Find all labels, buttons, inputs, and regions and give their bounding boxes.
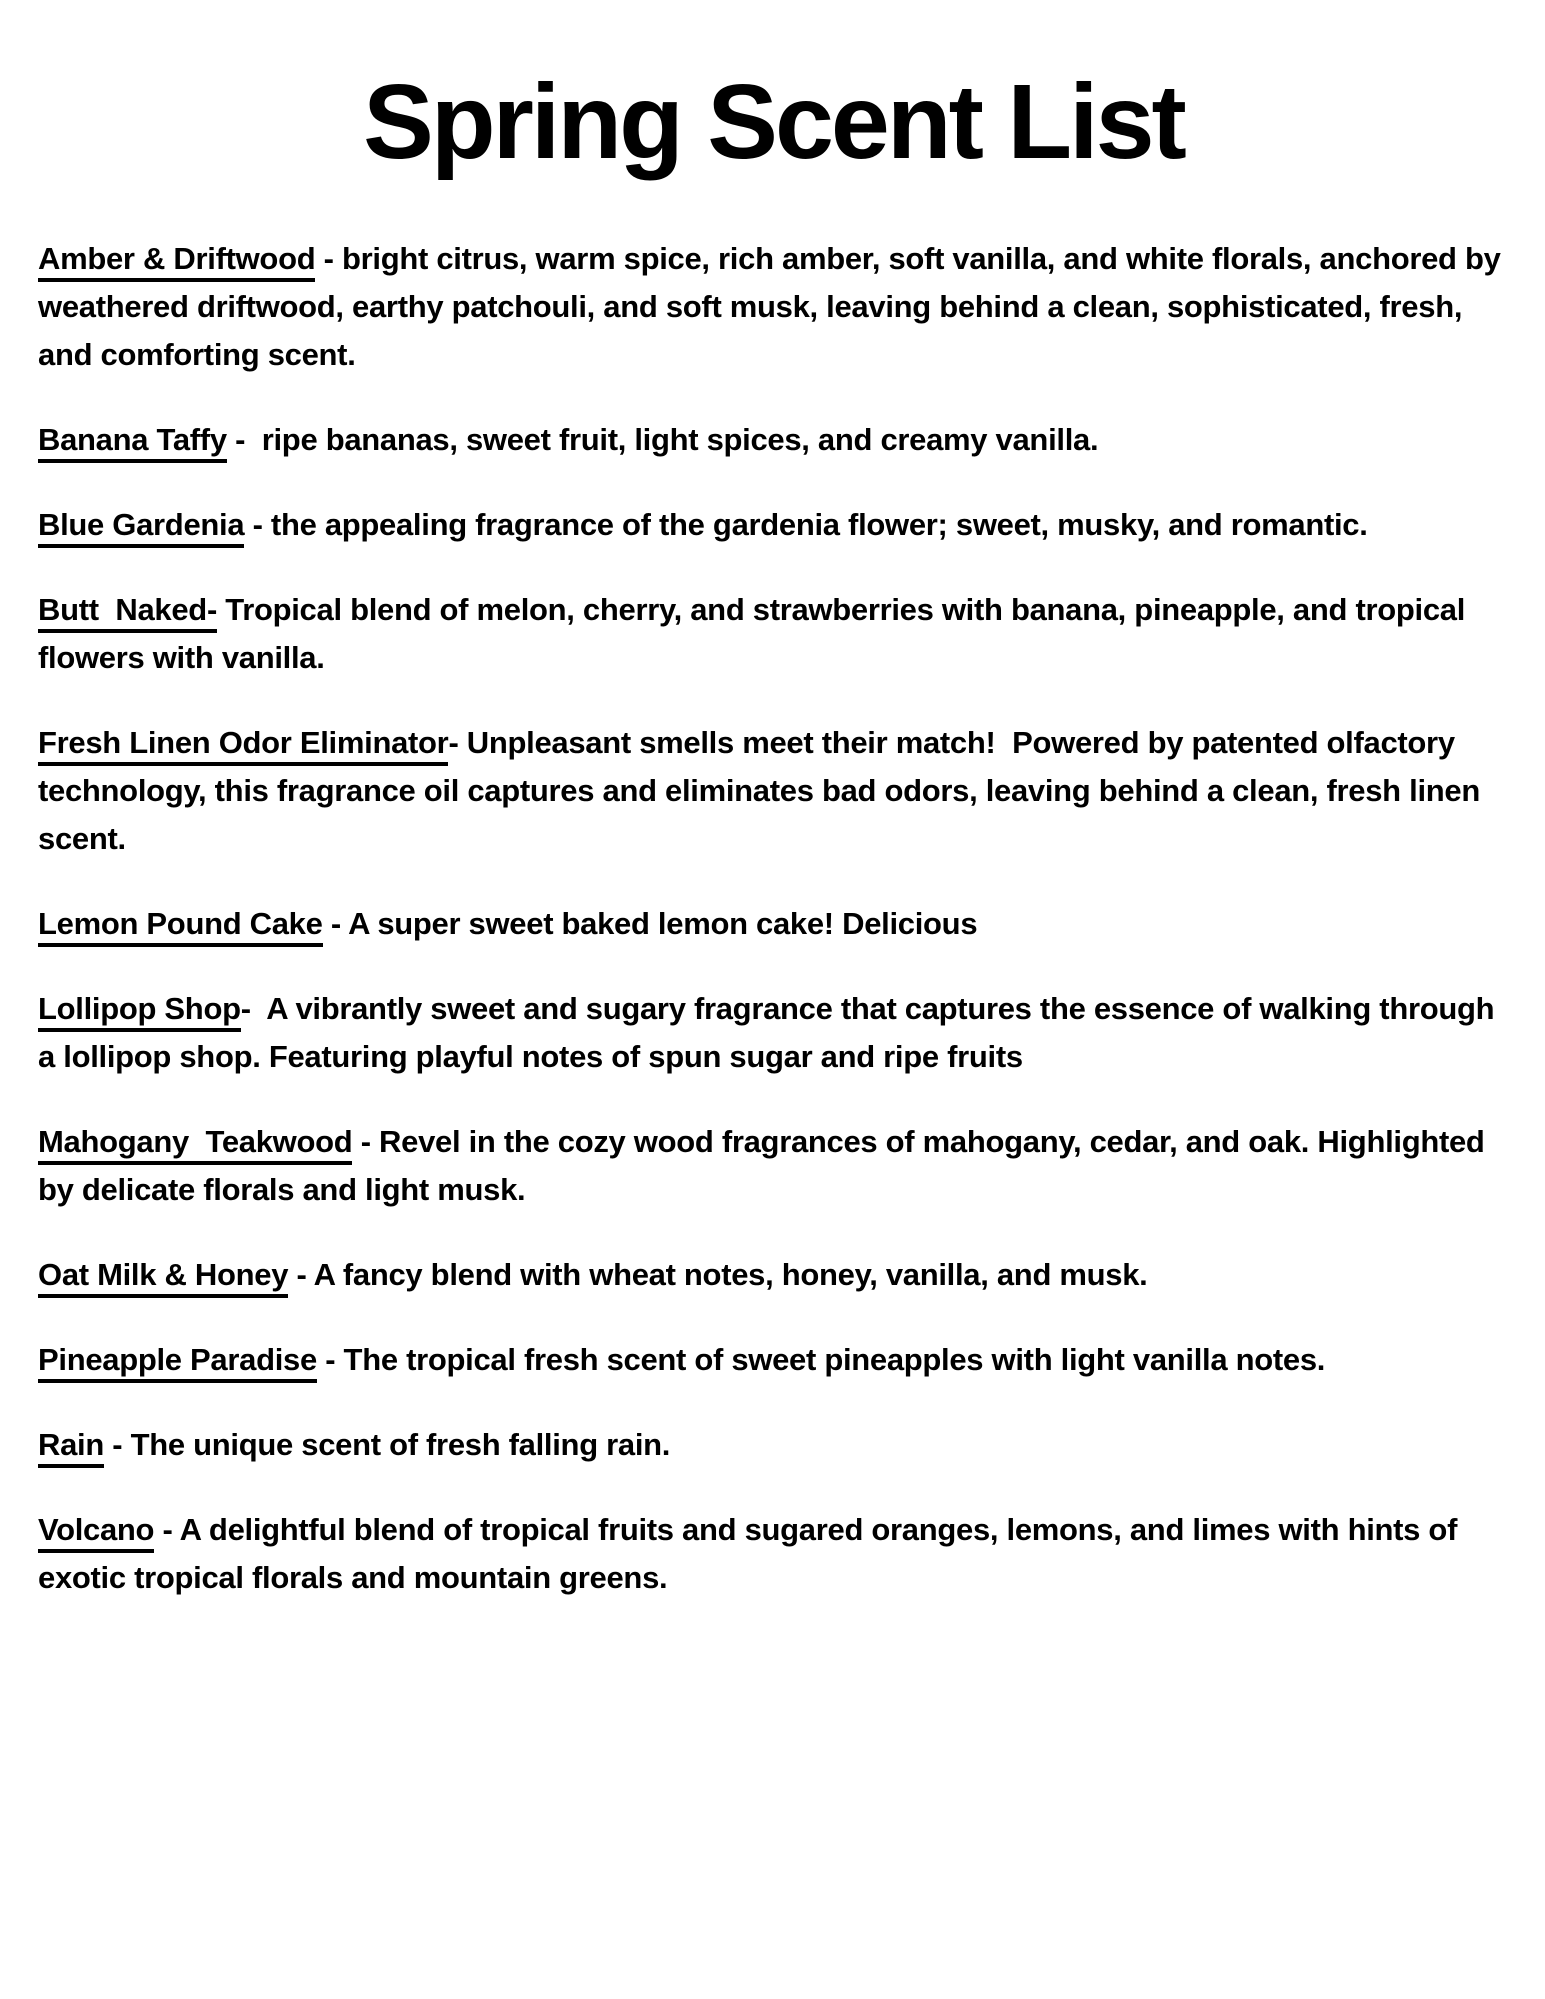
- scent-entry: [38, 719, 1509, 863]
- scent-list: [38, 235, 1509, 1602]
- scent-description: - A super sweet baked lemon cake! Delicious: [322, 905, 978, 941]
- scent-name: Amber & Driftwood: [38, 241, 315, 282]
- scent-description: Tropical blend of melon, cherry, and strawberries with banana, pineapple, and tropical flowers with vanilla.: [38, 591, 1474, 675]
- scent-name: Volcano: [38, 1512, 154, 1553]
- scent-description: - ripe bananas, sweet fruit, light spices, and creamy vanilla.: [226, 421, 1099, 457]
- scent-entry: [38, 1421, 1509, 1469]
- scent-entry: [38, 900, 1509, 948]
- scent-entry: [38, 1506, 1509, 1602]
- scent-entry: [38, 1251, 1509, 1299]
- scent-entry: [38, 235, 1509, 379]
- scent-description: - A fancy blend with wheat notes, honey, vanilla, and musk.: [288, 1256, 1148, 1292]
- scent-name: Lollipop Shop: [38, 991, 241, 1032]
- scent-name: Fresh Linen Odor Eliminator: [38, 725, 448, 766]
- scent-description: - bright citrus, warm spice, rich amber, soft vanilla, and white florals, anchored by weathered driftwood, earthy patchouli, and soft musk, leaving behind a clean, sophisticated, fresh, and comforting scent.: [38, 240, 1509, 372]
- scent-entry: [38, 1336, 1509, 1384]
- scent-description: - Revel in the cozy wood fragrances of mahogany, cedar, and oak. Highlighted by delicate florals and light musk.: [38, 1123, 1493, 1207]
- scent-entry: [38, 1118, 1509, 1214]
- scent-description: - A vibrantly sweet and sugary fragrance that captures the essence of walking through a lollipop shop. Featuring playful notes of spun sugar and ripe fruits: [38, 990, 1503, 1074]
- scent-entry: [38, 586, 1509, 682]
- scent-name: Blue Gardenia: [38, 507, 244, 548]
- scent-description: - The tropical fresh scent of sweet pineapples with light vanilla notes.: [316, 1341, 1326, 1377]
- page-title: Spring Scent List: [363, 63, 1184, 181]
- scent-entry: [38, 985, 1509, 1081]
- scent-entry: [38, 416, 1509, 464]
- scent-name: Pineapple Paradise: [38, 1342, 317, 1383]
- scent-description: - The unique scent of fresh falling rain.: [103, 1426, 671, 1462]
- scent-name: Rain: [38, 1427, 104, 1468]
- scent-entry: [38, 501, 1509, 549]
- scent-name: Banana Taffy: [38, 422, 227, 463]
- scent-description: - the appealing fragrance of the gardenia flower; sweet, musky, and romantic.: [244, 506, 1368, 542]
- scent-name: Oat Milk & Honey: [38, 1257, 288, 1298]
- scent-name: Lemon Pound Cake: [38, 906, 323, 947]
- scent-description: - Unpleasant smells meet their match! Powered by patented olfactory technology, this fragrance oil captures and eliminates bad odors, leaving behind a clean, fresh linen scent.: [38, 724, 1489, 856]
- scent-description: - A delightful blend of tropical fruits and sugared oranges, lemons, and limes with hints of exotic tropical florals and mountain greens.: [38, 1511, 1466, 1595]
- scent-name: Mahogany Teakwood: [38, 1124, 352, 1165]
- scent-name: Butt Naked-: [38, 592, 217, 633]
